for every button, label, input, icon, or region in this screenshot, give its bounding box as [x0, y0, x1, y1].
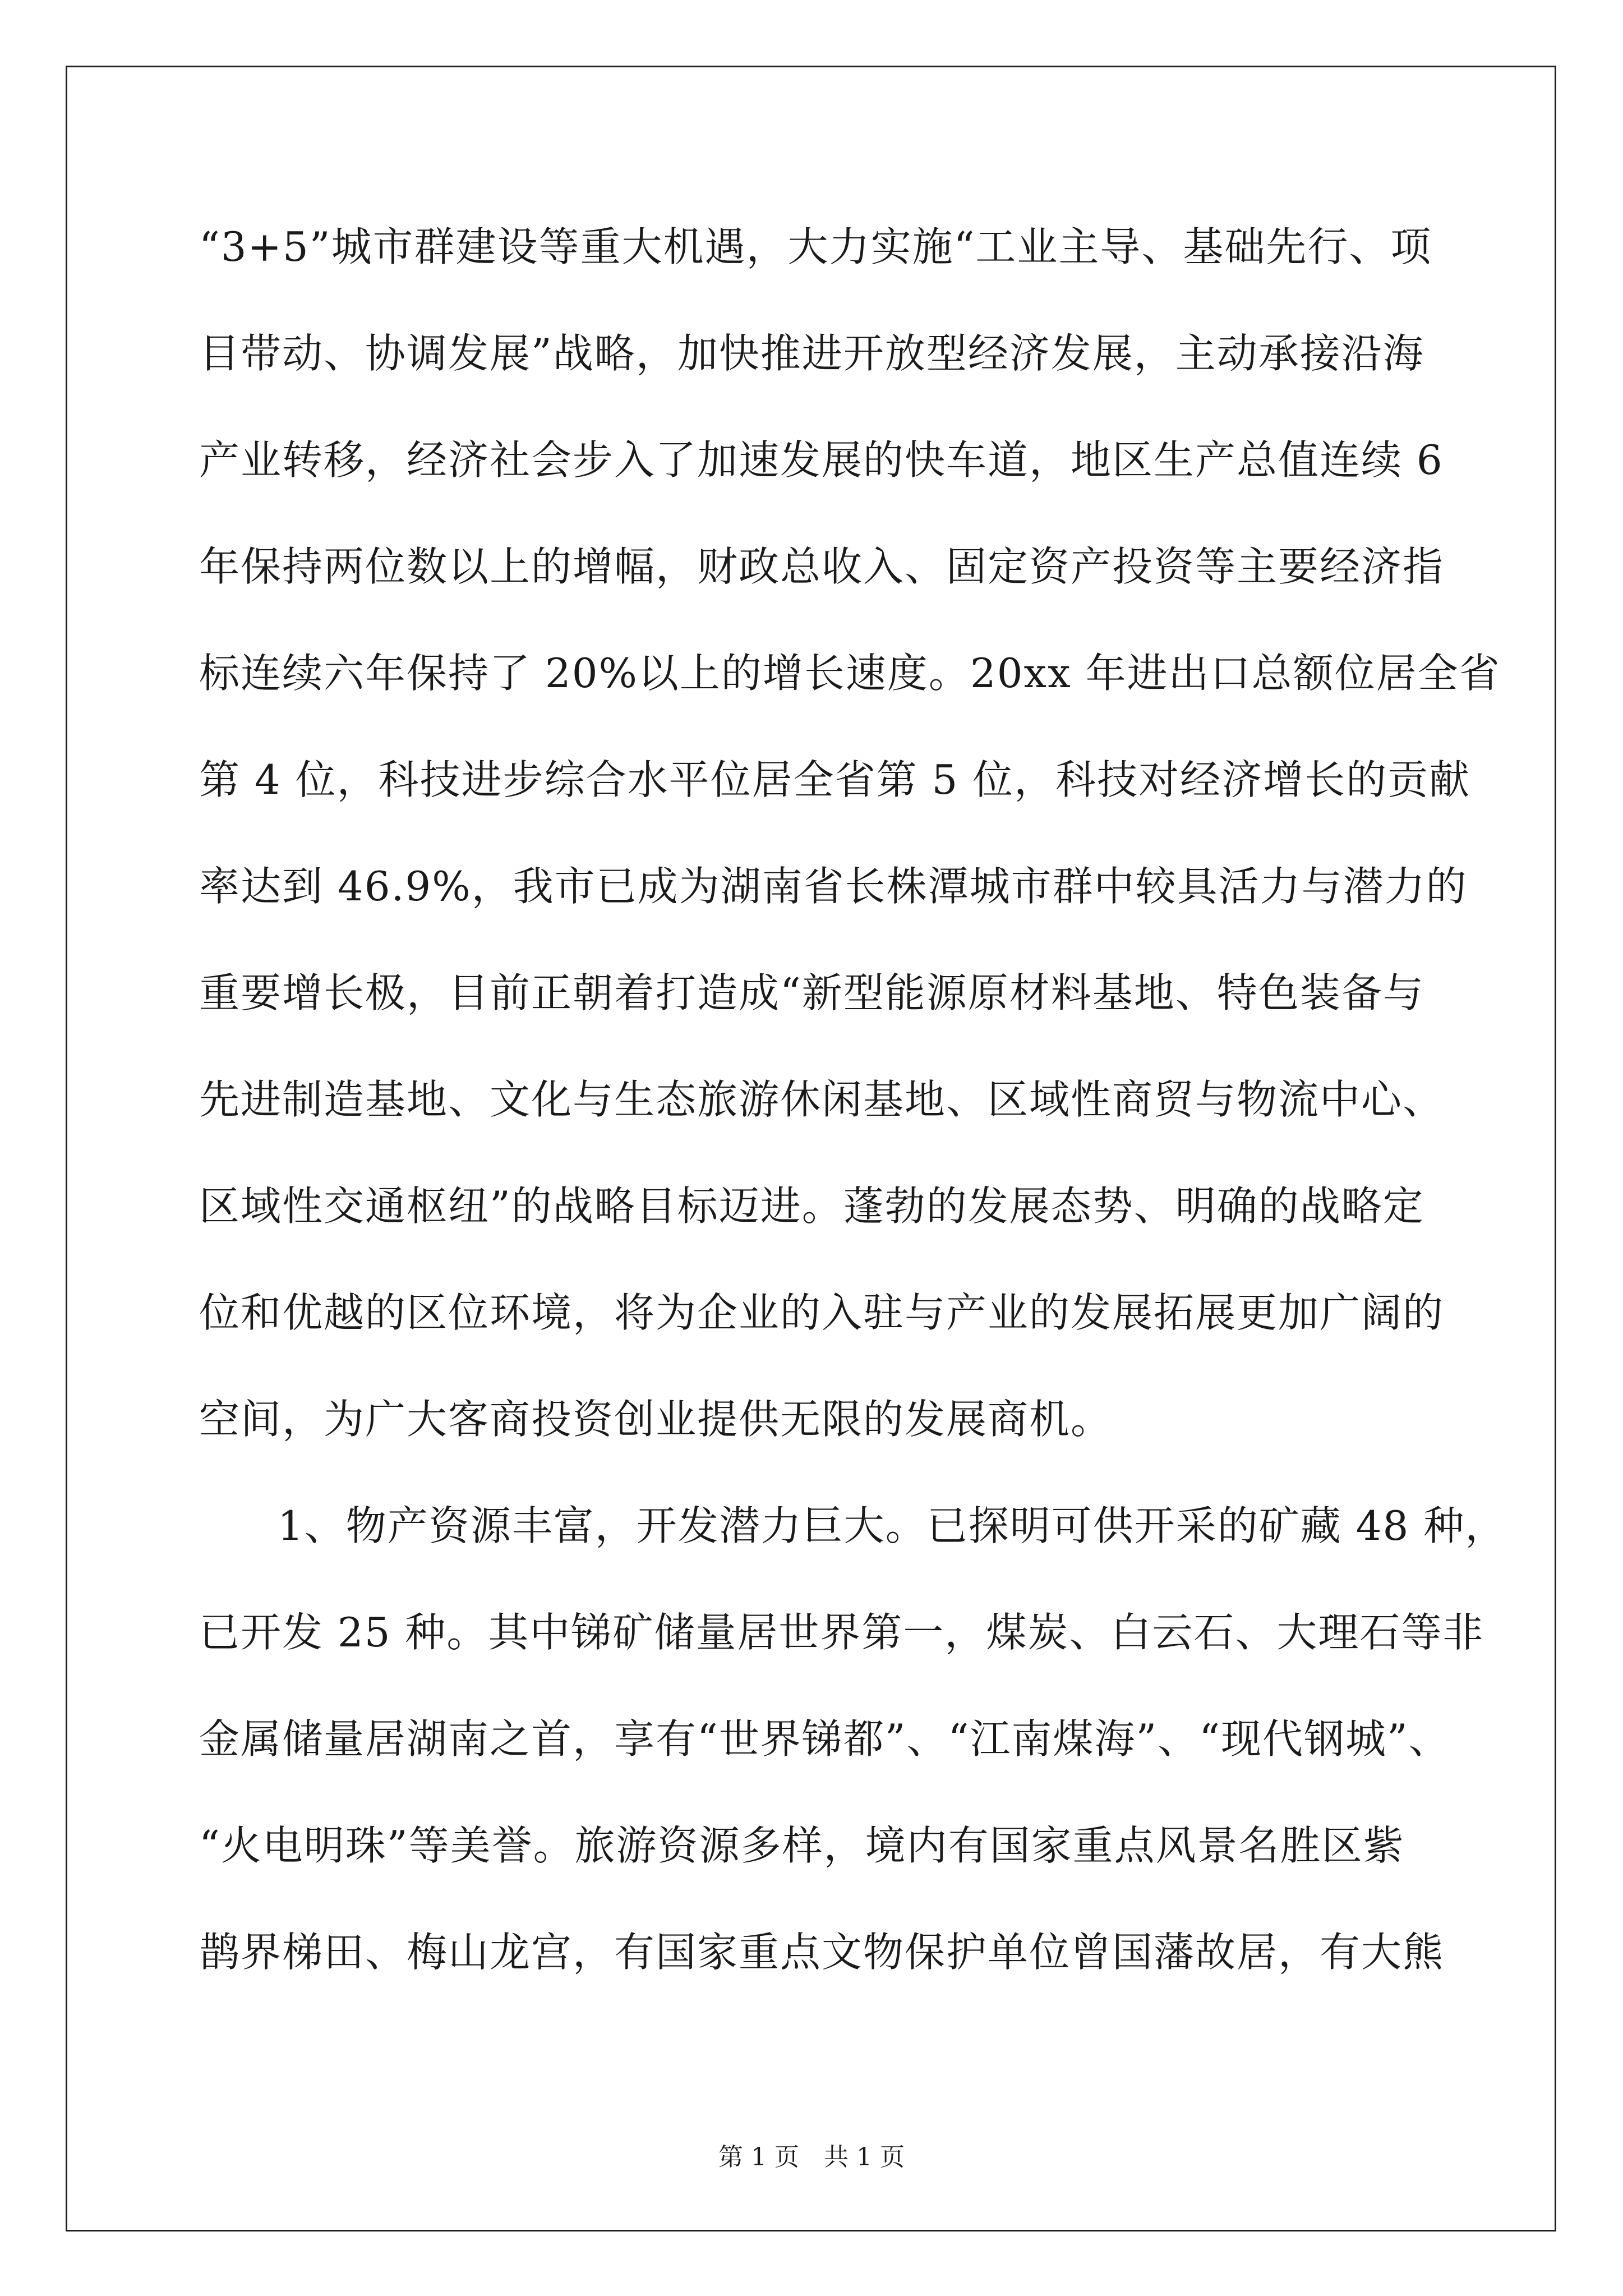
text-line: 先进制造基地、文化与生态旅游休闲基地、区域性商贸与物流中心、 [199, 1076, 1445, 1123]
text-line: 目带动、协调发展”战略，加快推进开放型经济发展，主动承接沿海 [199, 330, 1424, 377]
text-line: “火电明珠”等美誉。旅游资源多样，境内有国家重点风景名胜区紫 [199, 1822, 1405, 1869]
text-line: 产业转移，经济社会步入了加速发展的快车道，地区生产总值连续 6 [199, 436, 1444, 484]
text-line: 第 4 位，科技进步综合水平位居全省第 5 位，科技对经济增长的贡献 [199, 756, 1471, 803]
text-line: 年保持两位数以上的增幅，财政总收入、固定资产投资等主要经济指 [199, 543, 1445, 590]
text-line: 重要增长极，目前正朝着打造成“新型能源原材料基地、特色装备与 [199, 969, 1424, 1016]
text-line: 位和优越的区位环境，将为企业的入驻与产业的发展拓展更加广阔的 [199, 1289, 1445, 1336]
text-line: 标连续六年保持了 20%以上的增长速度。20xx 年进出口总额位居全省 [199, 650, 1501, 697]
document-body [199, 216, 1507, 2028]
text-line: 空间，为广大客商投资创业提供无限的发展商机。 [199, 1396, 1113, 1443]
page-footer [0, 2142, 1623, 2173]
text-line: “3+5”城市群建设等重大机遇，大力实施“工业主导、基础先行、项 [199, 223, 1432, 270]
text-line: 已开发 25 种。其中锑矿储量居世界第一，煤炭、白云石、大理石等非 [199, 1609, 1484, 1656]
text-line: 金属储量居湖南之首，享有“世界锑都”、“江南煤海”、“现代钢城”、 [199, 1715, 1450, 1763]
text-line: 区域性交通枢纽”的战略目标迈进。蓬勃的发展态势、明确的战略定 [199, 1182, 1424, 1230]
text-line: 率达到 46.9%，我市已成为湖南省长株潭城市群中较具活力与潜力的 [199, 863, 1468, 910]
page-number: 第 1 页 [718, 2143, 799, 2171]
page-total: 共 1 页 [824, 2143, 905, 2171]
paragraph-first-line: 1、物产资源丰富，开发潜力巨大。已探明可供开采的矿藏 48 种， [278, 1502, 1507, 1549]
text-line: 鹊界梯田、梅山龙宫，有国家重点文物保护单位曾国藩故居，有大熊 [199, 1929, 1445, 1976]
